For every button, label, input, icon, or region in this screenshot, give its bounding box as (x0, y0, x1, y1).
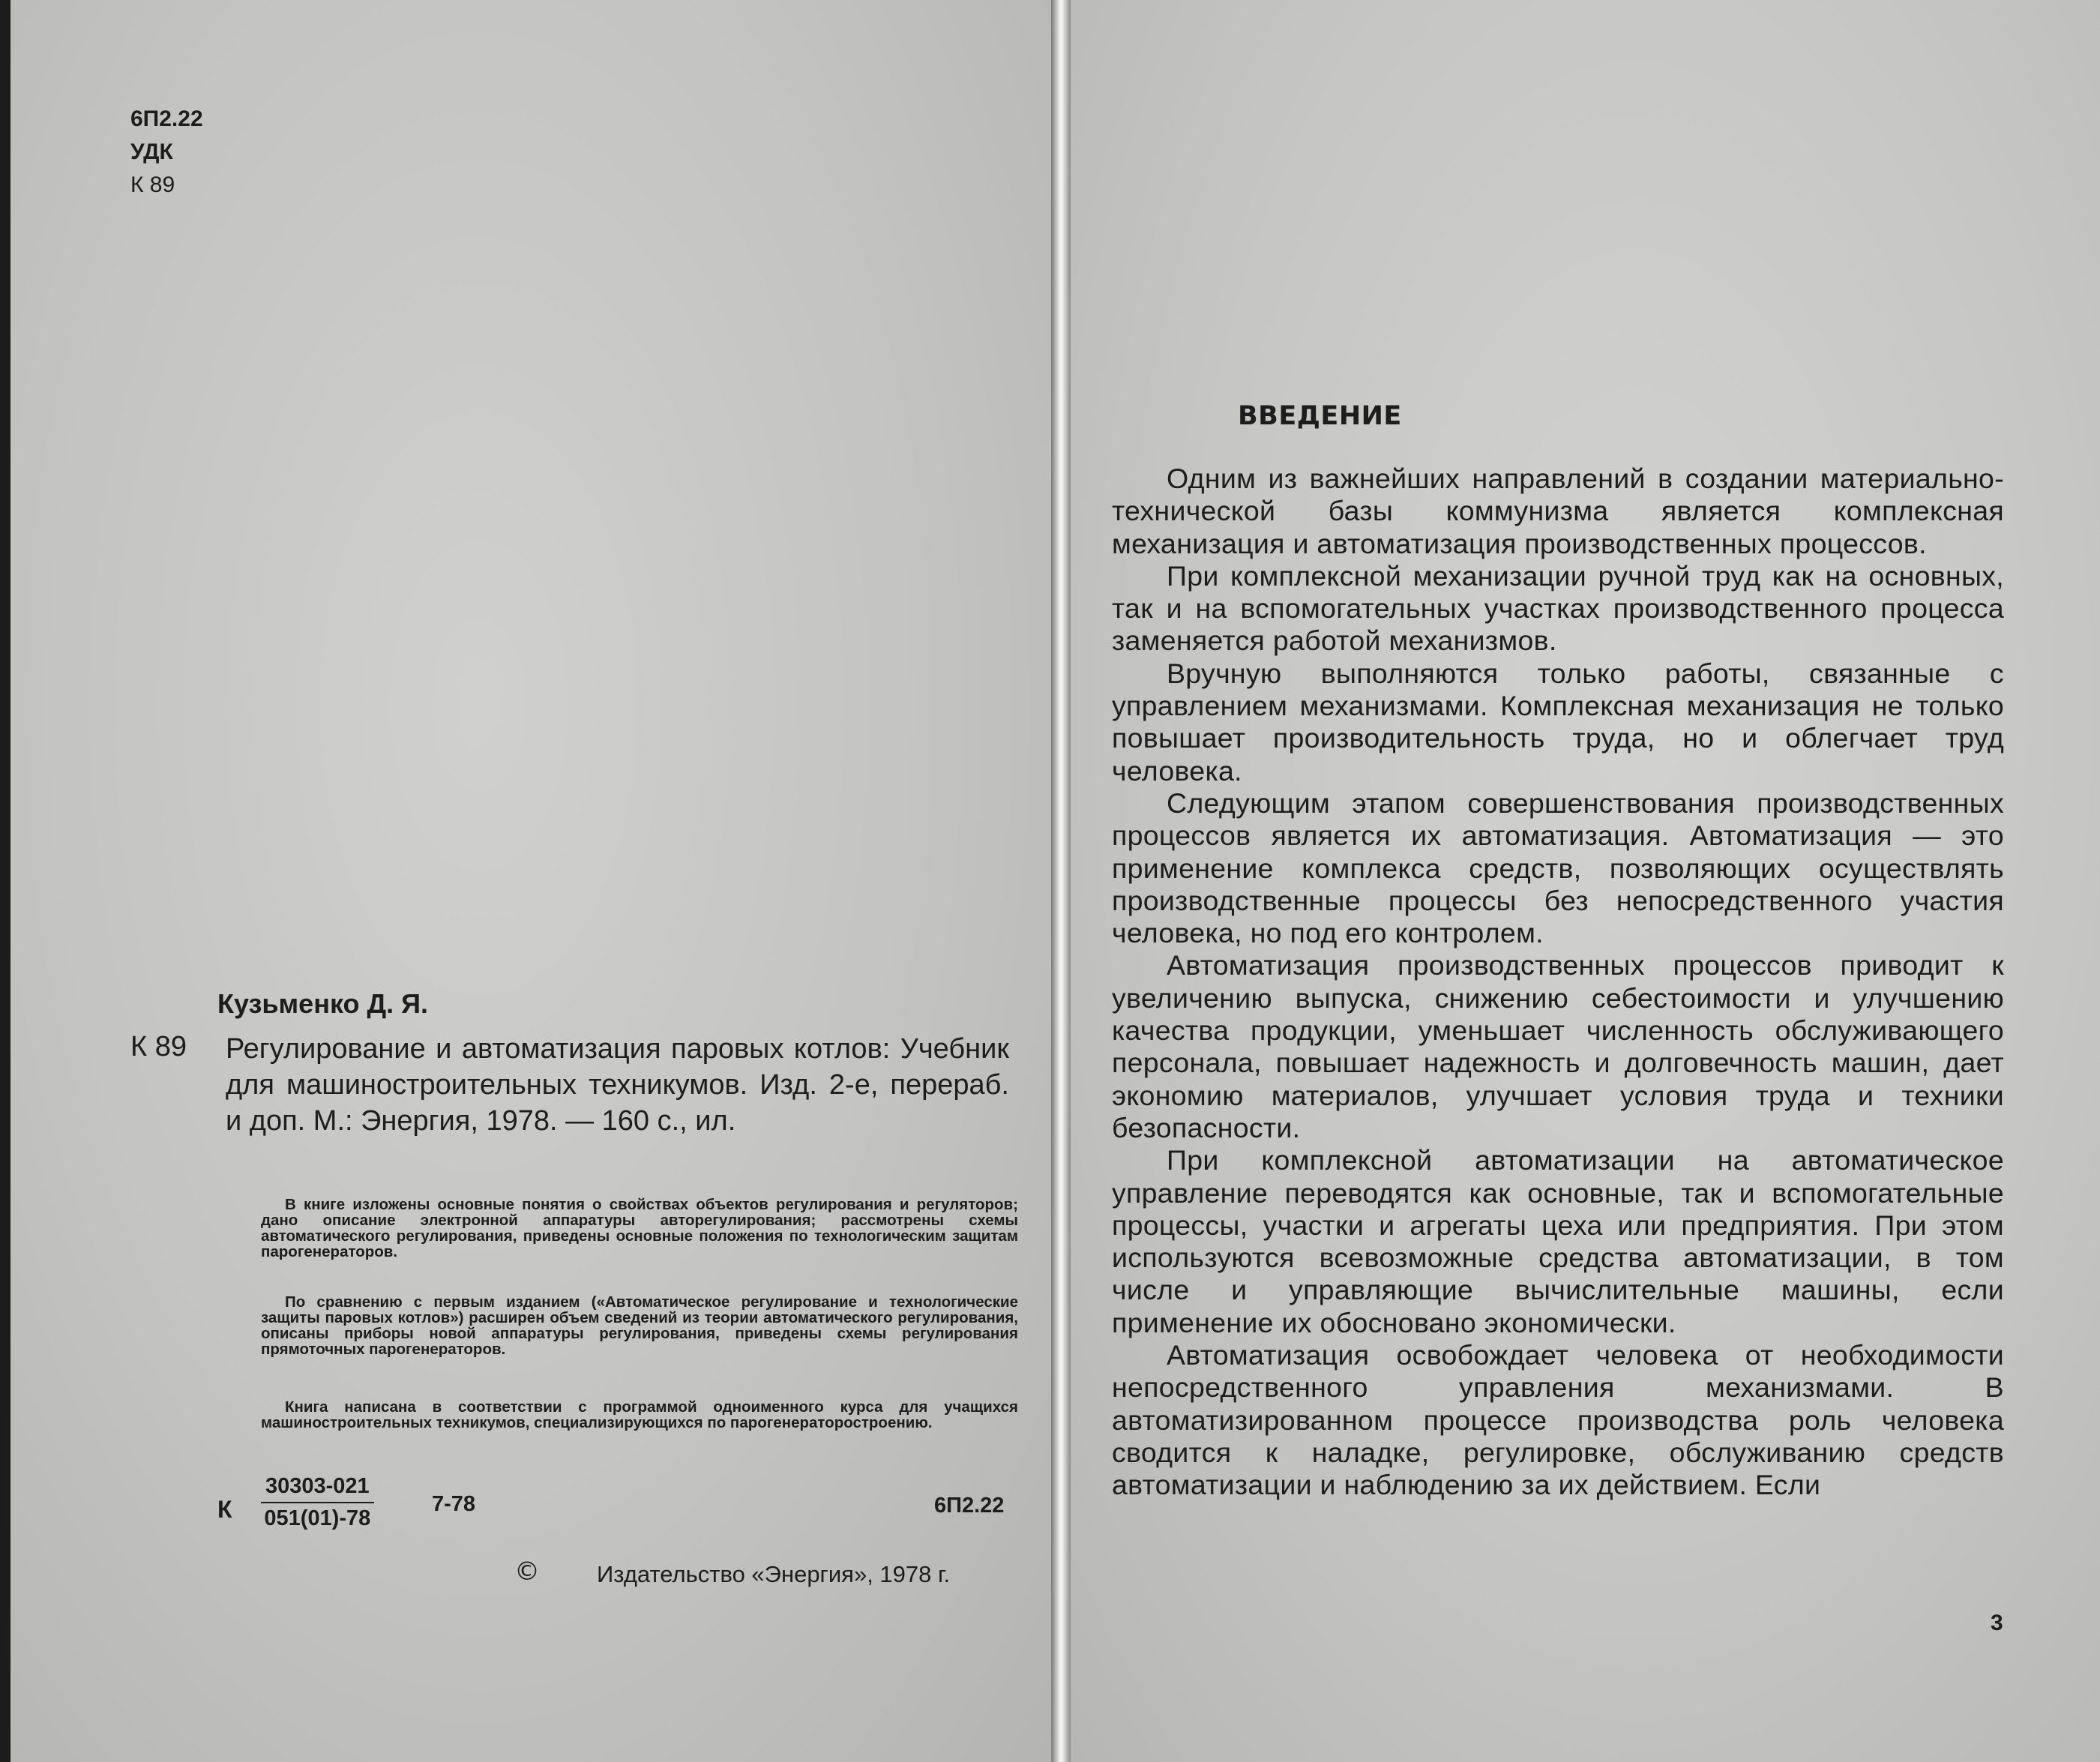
author-mark: К 89 (130, 172, 175, 197)
classification-fraction (261, 1474, 374, 1531)
body-paragraph: При комплексной механизации ручной труд как на основных, так и на вспомогательных участках производственного процесса заменяется работой механизмов. (1112, 559, 2004, 657)
page-number: 3 (1991, 1611, 2003, 1635)
body-text (1112, 463, 2004, 1502)
body-paragraph: Вручную выполняются только работы, связанные с управлением механизмами. Комплексная механизация не только повышает производительность труда, но и облегчает труд человека. (1112, 657, 2004, 787)
fraction-numerator: 30303-021 (261, 1474, 374, 1503)
copyright-icon: © (514, 1557, 540, 1587)
body-paragraph: Автоматизация производственных процессов приводит к увеличению выпуска, снижению себестоимости и улучшению качества продукции, уменьшает численность обслуживающего персонала, повышает надежность и долговечность машин, дает экономию материалов, улучшает условия труда и техники безопасности. (1112, 949, 2004, 1143)
body-paragraph: При комплексной автоматизации на автоматическое управление переводятся как основные, так и вспомогательные процессы, участки и агрегаты цеха или предприятия. При этом используются всевозможные средства автоматизации, в том числе и управляющие вычислительные машины, если применение их обосновано экономически. (1112, 1144, 2004, 1338)
publisher-line: Издательство «Энергия», 1978 г. (597, 1561, 951, 1587)
udk-label: УДК (130, 139, 173, 164)
bbk-code: 6П2.22 (130, 106, 203, 131)
chapter-heading: ВВЕДЕНИЕ (1238, 401, 1402, 431)
catalog-mark: К 89 (130, 1031, 187, 1062)
classification-letter: К (217, 1496, 232, 1523)
annotation-paragraph: По сравнению с первым изданием («Автоматическое регулирование и технологические защиты паровых котлов») расширен объем сведений из теории автоматического регулирования, описаны приборы новой аппаратуры регулирования, приведены схемы регулирования прямоточных парогенераторов. (261, 1293, 1018, 1358)
body-paragraph: Одним из важнейших направлений в создании материально-технической базы коммунизма является комплексная механизация и автоматизация производственных процессов. (1112, 463, 2004, 559)
author-name: Кузьменко Д. Я. (217, 988, 429, 1019)
classification-suffix: 7-78 (432, 1492, 476, 1516)
bibliographic-entry: Регулирование и автоматизация паровых котлов: Учебник для машиностроительных техникумов. Изд. 2-е, перераб. и доп. М.: Энергия, 1978. — 160 с., ил. (226, 1033, 1009, 1137)
bbk-code-bottom: 6П2.22 (934, 1494, 1005, 1518)
fraction-denominator: 051(01)-78 (264, 1506, 371, 1530)
body-paragraph: Следующим этапом совершенствования производственных процессов является их автоматизация. Автоматизация — это применение комплекса средств, позволяющих осуществлять производственные процессы без непосредственного участия человека, но под его контролем. (1112, 787, 2004, 949)
body-paragraph: Автоматизация освобождает человека от необходимости непосредственного управления механизмами. В автоматизированном процессе производства роль человека сводится к наладке, регулировке, обслуживанию средств автоматизации и наблюдению за их действием. Если (1112, 1339, 2004, 1501)
annotation-paragraph: В книге изложены основные понятия о свойствах объектов регулирования и регуляторов; дано описание электронной аппаратуры авторегулирования; рассмотрены схемы автоматического регулирования, приведены основные положения по технологическим защитам парогенераторов. (261, 1196, 1018, 1260)
book-spine-gutter (1051, 0, 1071, 1762)
annotation-paragraph: Книга написана в соответствии с программой одноименного курса для учащихся машиностроительных техникумов, специализирующихся по парогенераторостроению. (261, 1398, 1018, 1431)
left-page (10, 0, 1051, 1762)
right-page (1071, 0, 2100, 1762)
